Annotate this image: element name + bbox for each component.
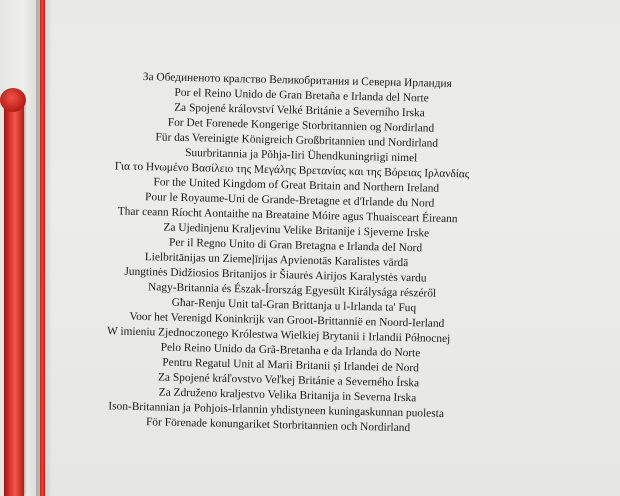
red-ribbon-loop bbox=[0, 88, 26, 112]
text-line: За Обединеното кралство Великобритания и Северна Ирландия bbox=[142, 71, 452, 91]
text-line: Per il Regno Unito di Gran Bretagna e Irlanda del Nord bbox=[168, 236, 423, 255]
text-line: Za Ujedinjenu Kraljevinu Velike Britanije i Sjeverne Irske bbox=[163, 221, 430, 240]
text-line: W imieniu Zjednoczonego Królestwa Wielkiej Brytanii i Irlandii Północnej bbox=[106, 325, 451, 346]
text-line: Pour le Royaume-Uni de Grande-Bretagne et d'Irlande du Nord bbox=[144, 191, 435, 210]
text-line: Pentru Regatul Unit al Marii Britanii și Irlandei de Nord bbox=[162, 356, 420, 375]
text-line: For Det Forenede Kongerige Storbritannien og Nordirland bbox=[167, 116, 435, 135]
text-line: Ison-Britannian ja Pohjois-Irlannin yhdistyneen kuningaskunnan puolesta bbox=[108, 400, 445, 420]
text-line: Για το Ηνωμένο Βασίλειο της Μεγάλης Βρετανίας και της Βόρειας Ιρλανδίας bbox=[114, 160, 470, 181]
text-line: Za Združeno kraljestvo Velika Britanija in Severna Irska bbox=[158, 386, 417, 405]
text-line: Voor het Verenigd Koninkrijk van Groot-Brittannië en Noord-Ierland bbox=[129, 310, 445, 330]
text-line: Għar-Renju Unit tal-Gran Brittanja u l-Irlanda ta' Fuq bbox=[171, 296, 417, 315]
text-line: Für das Vereinigte Königreich Großbritannien und Nordirland bbox=[155, 131, 439, 150]
text-line: Por el Reino Unido de Gran Bretaña e Irlanda del Norte bbox=[174, 86, 429, 105]
text-line: Suurbritannia ja Põhja-Iiri Ühendkuningriigi nimel bbox=[185, 146, 418, 165]
text-line: For the United Kingdom of Great Britain and Northern Ireland bbox=[153, 176, 440, 195]
text-line: Pelo Reino Unido da Grã-Bretanha e da Irlanda do Norte bbox=[160, 341, 421, 360]
red-ribbon-edge bbox=[40, 0, 45, 496]
text-line: Thar ceann Ríocht Aontaithe na Breataine Móire agus Thuaisceart Éireann bbox=[117, 205, 458, 226]
text-line: För Förenade konungariket Storbritannien och Nordirland bbox=[145, 416, 411, 435]
text-line: Nagy-Britannia és Észak-Írország Egyesült Királysága részéről bbox=[147, 281, 437, 300]
text-line: Za Spojené království Velké Británie a Severního Irska bbox=[174, 101, 425, 120]
text-line: Za Spojené kráľovstvo Veľkej Británie a Severného Írska bbox=[157, 371, 420, 390]
red-ribbon-band bbox=[4, 96, 24, 496]
text-line: Lielbritānijas un Ziemeļīrijas Apvienotās Karalistes vārdā bbox=[144, 251, 409, 270]
text-line: Jungtinės Didžiosios Britanijos ir Šiaurės Airijos Karalystės vardu bbox=[124, 265, 427, 285]
signature-block-text bbox=[89, 70, 568, 481]
